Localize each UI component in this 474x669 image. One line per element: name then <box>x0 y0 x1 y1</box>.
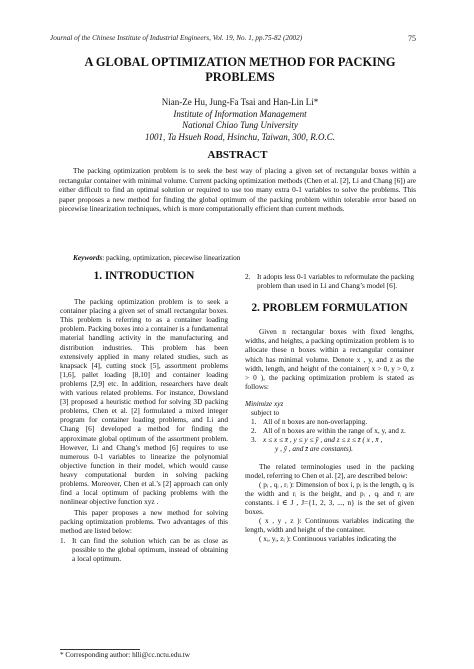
constraint-3-cont: y , ȳ , and z̄ are constants). <box>275 444 353 454</box>
list-item <box>60 536 228 563</box>
paper-title <box>60 55 420 85</box>
keywords-label: Keywords <box>73 253 103 262</box>
left-column <box>60 272 228 563</box>
term-1: ( pᵢ , qᵢ , rᵢ ): Dimension of box i, pᵢ is the length, qᵢ is the width and rᵢ is the height, and pᵢ , qᵢ and rᵢ are constants. i ∈ J , J={1, 2, 3, ..., n} is the set of given boxes. <box>245 479 414 516</box>
list-number: 2. <box>245 272 251 281</box>
footnote-rule <box>60 649 140 650</box>
term-2: ( x , y , z ): Continuous variables indicating the length, width and height of the container. <box>245 516 414 535</box>
list-number: 1. <box>60 535 66 545</box>
abstract-text: The packing optimization problem is to seek the best way of placing a given set of rectangular boxes within a rectangular container with minimal volume. Current packing optimization methods (Chen et al. [2], Li and Chang [6]) are either difficult to find an optimal solution or required to use too many extra 0-1 variables to solve the problems. This paper proposes a new method for finding the global optimum of the packing problem within tolerable error based on piecewise linearization techniques, which is more computationally efficient than current methods. <box>59 166 416 214</box>
constraint-text: All of n boxes are within the range of x, y, and z. <box>263 426 406 436</box>
section-2-paragraph-2: The related terminologies used in the packing model, referring to Chen et al. [2], are described below: <box>245 461 414 480</box>
section-1-paragraph-1: The packing optimization problem is to seek a container placing a given set of small rectangular boxes. This problem is referring to as a container loading problem. Packing boxes into a container is a fundamental material handling activity in the manufacturing and distribution industries. This problem has been extensively applied in many related studies, such as knapsack [4], cutting stock [5], assortment problems [1,6], pallet loading [8,10] and container loading problems [2,9] etc. In addition, researchers have dealt with various related problems. For instance, Dowsland [3] proposed a heuristic method for solving 3D packing problems, Chen et al. [2] formulated a mixed integer program for container loading problems, and Li and Chang [6] developed a method for finding the approximate global optimum of the assortment problem. However, Li and Chang’s method [6] requires to use numerous 0-1 variables to linearize the polynomial objective function in their model, which would cause heavy computational burden in solving packing problems. Moreover, Chen et al.’s [2] approach can only find a local optimum of packing problems with the nonlinear objective function xyz . <box>60 297 228 507</box>
keywords <box>73 253 240 262</box>
section-1-heading: 1. INTRODUCTION <box>93 270 195 282</box>
objective: Minimize xyz <box>245 398 284 408</box>
running-header: Journal of the Chinese Institute of Industrial Engineers, Vol. 19, No. 1, pp.75-82 (2002) <box>50 34 303 42</box>
author-block <box>100 97 380 143</box>
constraint-text: x ≤ x ≤ x̄ , y ≤ y ≤ ȳ , and z ≤ z ≤ z̄ ( x , x̄ , <box>263 435 383 445</box>
keywords-text: : packing, optimization, piecewise linearization <box>102 253 241 262</box>
section-2-heading: 2. PROBLEM FORMULATION <box>251 302 408 315</box>
list-item <box>245 272 414 290</box>
constraint-text: All of n boxes are non-overlapping. <box>263 417 368 427</box>
page-number: 75 <box>408 34 416 43</box>
title-line-2: PROBLEMS <box>205 70 275 84</box>
section-1-paragraph-2: This paper proposes a new method for solving packing optimization problems. Two advantages of this method are listed below: <box>60 508 228 536</box>
affiliation-3: 1001, Ta Hsueh Road, Hsinchu, Taiwan, 300, R.O.C. <box>144 131 336 142</box>
constraint-number: 2. <box>251 426 257 436</box>
right-column <box>245 272 414 543</box>
abstract-heading: ABSTRACT <box>207 149 268 161</box>
constraint-3 <box>251 435 414 444</box>
constraint-2 <box>251 426 414 435</box>
constraint-1 <box>251 417 414 426</box>
authors: Nian-Ze Hu, Jung-Fa Tsai and Han-Lin Li* <box>161 97 319 107</box>
affiliation-1: Institute of Information Management <box>173 108 307 119</box>
term-3: ( xᵢ, yᵢ, zᵢ ): Continuous variables indicating the <box>259 534 397 544</box>
title-line-1: A GLOBAL OPTIMIZATION METHOD FOR PACKING <box>84 55 396 69</box>
list-text: It adopts less 0-1 variables to reformulate the packing problem than used in Li and Chang’s model [6]. <box>257 272 414 291</box>
list-text: It can find the solution which can be as close as possible to the global optimum, instead of obtaining a local optimum. <box>72 535 228 563</box>
footnote: * Corresponding author: hlli@cc.nctu.edu.tw <box>60 651 190 659</box>
constraint-number: 3. <box>251 435 257 445</box>
section-2-paragraph-1: Given n rectangular boxes with fixed lengths, widths, and heights, a packing optimization problem is to allocate these n boxes within a rectangular container which has minimal volume. Denote x , y, and z as the width, length, and height of the container( x > 0, y > 0, z > 0 ), the packing optimization problem is stated as follows: <box>245 327 414 391</box>
subject-to: subject to <box>251 408 280 418</box>
constraint-number: 1. <box>251 417 257 427</box>
affiliation-2: National Chiao Tung University <box>182 120 298 130</box>
